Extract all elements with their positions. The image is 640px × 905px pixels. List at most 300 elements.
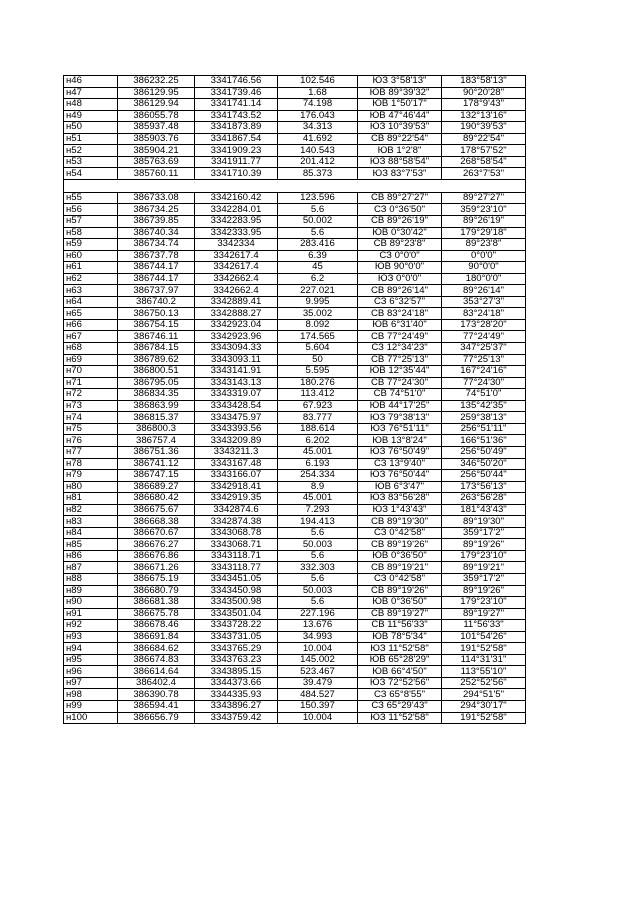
y-coordinate-cell: 3342284.01	[195, 204, 278, 216]
table-row	[64, 133, 526, 145]
distance-cell: 176.043	[278, 110, 358, 122]
y-coordinate-cell: 3343068.71	[195, 539, 278, 551]
distance-cell: 6.39	[278, 250, 358, 262]
rhumb-cell: СВ 83°24'18"	[358, 308, 442, 320]
point-id-cell: н97	[64, 677, 118, 689]
azimuth-cell: 190°39'53"	[442, 122, 526, 134]
point-id-cell: н88	[64, 573, 118, 585]
y-coordinate-cell: 3342874.6	[195, 504, 278, 516]
table-row	[64, 666, 526, 678]
azimuth-cell: 256°50'44"	[442, 470, 526, 482]
y-coordinate-cell: 3343143.13	[195, 377, 278, 389]
y-coordinate-cell: 3343093.11	[195, 354, 278, 366]
distance-cell: 194.413	[278, 516, 358, 528]
x-coordinate-cell: 386815.37	[118, 412, 195, 424]
table-row	[64, 76, 526, 88]
point-id-cell: н84	[64, 527, 118, 539]
x-coordinate-cell: 386751.36	[118, 446, 195, 458]
distance-cell: 6.2	[278, 273, 358, 285]
y-coordinate-cell: 3343211.3	[195, 446, 278, 458]
azimuth-cell: 83°24'18"	[442, 308, 526, 320]
distance-cell: 5.6	[278, 573, 358, 585]
point-id-cell: н55	[64, 192, 118, 204]
rhumb-cell: СВ 89°26'14"	[358, 285, 442, 297]
rhumb-cell: СЗ 12°34'23"	[358, 343, 442, 355]
azimuth-cell: 183°58'13"	[442, 76, 526, 88]
azimuth-cell: 0°0'0"	[442, 250, 526, 262]
azimuth-cell: 89°19'26"	[442, 539, 526, 551]
x-coordinate-cell: 386741.12	[118, 458, 195, 470]
azimuth-cell: 179°29'18"	[442, 227, 526, 239]
point-id-cell: н96	[64, 666, 118, 678]
x-coordinate-cell: 386390.78	[118, 689, 195, 701]
azimuth-cell: 181°43'43"	[442, 504, 526, 516]
y-coordinate-cell: 3341909.23	[195, 145, 278, 157]
table-row	[64, 377, 526, 389]
table-row	[64, 585, 526, 597]
azimuth-cell: 178°57'52"	[442, 145, 526, 157]
x-coordinate-cell: 386594.41	[118, 700, 195, 712]
point-id-cell: н72	[64, 389, 118, 401]
y-coordinate-cell: 3341741.14	[195, 99, 278, 111]
y-coordinate-cell: 3342888.27	[195, 308, 278, 320]
point-id-cell: н58	[64, 227, 118, 239]
point-id-cell: н92	[64, 620, 118, 632]
point-id-cell: н65	[64, 308, 118, 320]
rhumb-cell: ЮВ 66°4'50"	[358, 666, 442, 678]
table-row	[64, 562, 526, 574]
point-id-cell: н86	[64, 550, 118, 562]
distance-cell: 283.416	[278, 239, 358, 251]
azimuth-cell: 178°9'43"	[442, 99, 526, 111]
azimuth-cell: 268°58'54"	[442, 156, 526, 168]
point-id-cell: н81	[64, 493, 118, 505]
x-coordinate-cell: 386676.27	[118, 539, 195, 551]
distance-cell: 227.021	[278, 285, 358, 297]
y-coordinate-cell: 3343393.56	[195, 423, 278, 435]
azimuth-cell: 77°24'30"	[442, 377, 526, 389]
point-id-cell: н63	[64, 285, 118, 297]
x-coordinate-cell: 386232.25	[118, 76, 195, 88]
x-coordinate-cell: 386740.34	[118, 227, 195, 239]
x-coordinate-cell: 386675.19	[118, 573, 195, 585]
point-id-cell: н53	[64, 156, 118, 168]
rhumb-cell: ЮВ 13°8'24"	[358, 435, 442, 447]
table-row	[64, 516, 526, 528]
rhumb-cell: СВ 89°19'21"	[358, 562, 442, 574]
table-row	[64, 446, 526, 458]
x-coordinate-cell: 386129.95	[118, 87, 195, 99]
x-coordinate-cell: 386733.08	[118, 192, 195, 204]
y-coordinate-cell: 3341746.56	[195, 76, 278, 88]
azimuth-cell: 359°17'2"	[442, 573, 526, 585]
azimuth-cell: 89°23'8"	[442, 239, 526, 251]
y-coordinate-cell: 3342283.95	[195, 216, 278, 228]
table-row	[64, 216, 526, 228]
azimuth-cell: 259°38'13"	[442, 412, 526, 424]
table-row	[64, 689, 526, 701]
table-row	[64, 87, 526, 99]
x-coordinate-cell: 385904.21	[118, 145, 195, 157]
x-coordinate-cell: 386744.17	[118, 262, 195, 274]
rhumb-cell: ЮЗ 72°52'56"	[358, 677, 442, 689]
point-id-cell: н66	[64, 319, 118, 331]
table-row	[64, 366, 526, 378]
table-row	[64, 308, 526, 320]
table-row	[64, 458, 526, 470]
azimuth-cell: 263°56'28"	[442, 493, 526, 505]
distance-cell: 67.923	[278, 400, 358, 412]
y-coordinate-cell: 3343451.05	[195, 573, 278, 585]
x-coordinate-cell: 386681.38	[118, 597, 195, 609]
azimuth-cell: 114°31'31"	[442, 654, 526, 666]
x-coordinate-cell: 386757.4	[118, 435, 195, 447]
azimuth-cell: 89°22'54"	[442, 133, 526, 145]
azimuth-cell: 263°7'53"	[442, 168, 526, 180]
point-id-cell: н93	[64, 631, 118, 643]
rhumb-cell: ЮЗ 1°43'43"	[358, 504, 442, 516]
rhumb-cell: СВ 77°25'13"	[358, 354, 442, 366]
point-id-cell: н99	[64, 700, 118, 712]
azimuth-cell: 347°25'37"	[442, 343, 526, 355]
rhumb-cell: СВ 77°24'49"	[358, 331, 442, 343]
rhumb-cell: ЮЗ 76°50'44"	[358, 470, 442, 482]
point-id-cell: н78	[64, 458, 118, 470]
y-coordinate-cell: 3343475.97	[195, 412, 278, 424]
x-coordinate-cell: 386668.38	[118, 516, 195, 528]
x-coordinate-cell: 386684.62	[118, 643, 195, 655]
point-id-cell: н90	[64, 597, 118, 609]
distance-cell: 34.993	[278, 631, 358, 643]
point-id-cell: н61	[64, 262, 118, 274]
distance-cell: 8.092	[278, 319, 358, 331]
point-id-cell: н80	[64, 481, 118, 493]
y-coordinate-cell: 3343118.77	[195, 562, 278, 574]
point-id-cell: н46	[64, 76, 118, 88]
point-id-cell: н69	[64, 354, 118, 366]
rhumb-cell: СВ 77°24'30"	[358, 377, 442, 389]
rhumb-cell: СЗ 0°0'0"	[358, 250, 442, 262]
azimuth-cell: 252°52'56"	[442, 677, 526, 689]
distance-cell: 6.193	[278, 458, 358, 470]
point-id-cell: н59	[64, 239, 118, 251]
rhumb-cell: СВ 89°19'27"	[358, 608, 442, 620]
y-coordinate-cell: 3341873.89	[195, 122, 278, 134]
x-coordinate-cell: 386614.64	[118, 666, 195, 678]
y-coordinate-cell: 3343731.05	[195, 631, 278, 643]
x-coordinate-cell: 386863.99	[118, 400, 195, 412]
point-id-cell: н71	[64, 377, 118, 389]
distance-cell: 5.604	[278, 343, 358, 355]
distance-cell: 6.202	[278, 435, 358, 447]
table-row	[64, 608, 526, 620]
table-row	[64, 481, 526, 493]
table-row	[64, 550, 526, 562]
section-separator-cell	[64, 179, 526, 192]
table-row	[64, 654, 526, 666]
azimuth-cell: 89°26'19"	[442, 216, 526, 228]
table-row	[64, 504, 526, 516]
y-coordinate-cell: 3341739.46	[195, 87, 278, 99]
table-row	[64, 435, 526, 447]
table-row	[64, 250, 526, 262]
distance-cell: 13.676	[278, 620, 358, 632]
azimuth-cell: 256°50'49"	[442, 446, 526, 458]
azimuth-cell: 77°24'49"	[442, 331, 526, 343]
table-row	[64, 423, 526, 435]
azimuth-cell: 346°50'20"	[442, 458, 526, 470]
distance-cell: 74.198	[278, 99, 358, 111]
distance-cell: 9.995	[278, 296, 358, 308]
point-id-cell: н56	[64, 204, 118, 216]
table-row	[64, 470, 526, 482]
distance-cell: 201.412	[278, 156, 358, 168]
distance-cell: 50.002	[278, 216, 358, 228]
distance-cell: 50.003	[278, 585, 358, 597]
x-coordinate-cell: 386737.97	[118, 285, 195, 297]
azimuth-cell: 77°25'13"	[442, 354, 526, 366]
table-row	[64, 145, 526, 157]
coordinates-table-body	[64, 76, 526, 724]
distance-cell: 484.527	[278, 689, 358, 701]
distance-cell: 10.004	[278, 643, 358, 655]
y-coordinate-cell: 3341743.52	[195, 110, 278, 122]
x-coordinate-cell: 386834.35	[118, 389, 195, 401]
x-coordinate-cell: 385937.48	[118, 122, 195, 134]
distance-cell: 145.002	[278, 654, 358, 666]
rhumb-cell: СВ 89°22'54"	[358, 133, 442, 145]
y-coordinate-cell: 3343166.07	[195, 470, 278, 482]
point-id-cell: н79	[64, 470, 118, 482]
distance-cell: 140.543	[278, 145, 358, 157]
y-coordinate-cell: 3343450.98	[195, 585, 278, 597]
azimuth-cell: 89°27'27"	[442, 192, 526, 204]
x-coordinate-cell: 386734.25	[118, 204, 195, 216]
y-coordinate-cell: 3343094.33	[195, 343, 278, 355]
table-row	[64, 493, 526, 505]
rhumb-cell: ЮЗ 79°38'13"	[358, 412, 442, 424]
rhumb-cell: ЮЗ 83°56'28"	[358, 493, 442, 505]
azimuth-cell: 191°52'58"	[442, 712, 526, 724]
x-coordinate-cell: 386744.17	[118, 273, 195, 285]
point-id-cell: н54	[64, 168, 118, 180]
table-row	[64, 110, 526, 122]
rhumb-cell: ЮВ 1°2'8"	[358, 145, 442, 157]
point-id-cell: н52	[64, 145, 118, 157]
point-id-cell: н48	[64, 99, 118, 111]
rhumb-cell: СВ 89°23'8"	[358, 239, 442, 251]
y-coordinate-cell: 3343895.15	[195, 666, 278, 678]
table-row	[64, 597, 526, 609]
azimuth-cell: 89°19'30"	[442, 516, 526, 528]
rhumb-cell: ЮЗ 88°58'54"	[358, 156, 442, 168]
azimuth-cell: 89°26'14"	[442, 285, 526, 297]
x-coordinate-cell: 386689.27	[118, 481, 195, 493]
azimuth-cell: 191°52'58"	[442, 643, 526, 655]
point-id-cell: н49	[64, 110, 118, 122]
table-row	[64, 389, 526, 401]
y-coordinate-cell: 3343765.29	[195, 643, 278, 655]
point-id-cell: н85	[64, 539, 118, 551]
x-coordinate-cell: 386676.86	[118, 550, 195, 562]
distance-cell: 5.6	[278, 227, 358, 239]
rhumb-cell: ЮЗ 3°58'13"	[358, 76, 442, 88]
distance-cell: 5.6	[278, 550, 358, 562]
table-row	[64, 712, 526, 724]
azimuth-cell: 89°19'26"	[442, 585, 526, 597]
x-coordinate-cell: 386680.42	[118, 493, 195, 505]
distance-cell: 41.692	[278, 133, 358, 145]
azimuth-cell: 113°55'10"	[442, 666, 526, 678]
distance-cell: 8.9	[278, 481, 358, 493]
azimuth-cell: 359°23'10"	[442, 204, 526, 216]
rhumb-cell: ЮВ 0°36'50"	[358, 550, 442, 562]
azimuth-cell: 101°54'26"	[442, 631, 526, 643]
azimuth-cell: 89°19'27"	[442, 608, 526, 620]
rhumb-cell: ЮВ 65°28'29"	[358, 654, 442, 666]
table-row	[64, 239, 526, 251]
rhumb-cell: СВ 89°26'19"	[358, 216, 442, 228]
y-coordinate-cell: 3342617.4	[195, 262, 278, 274]
azimuth-cell: 294°51'5"	[442, 689, 526, 701]
y-coordinate-cell: 3342923.96	[195, 331, 278, 343]
x-coordinate-cell: 386671.26	[118, 562, 195, 574]
azimuth-cell: 173°56'13"	[442, 481, 526, 493]
distance-cell: 5.6	[278, 527, 358, 539]
distance-cell: 188.614	[278, 423, 358, 435]
point-id-cell: н74	[64, 412, 118, 424]
y-coordinate-cell: 3342918.41	[195, 481, 278, 493]
table-row	[64, 343, 526, 355]
y-coordinate-cell: 3342334	[195, 239, 278, 251]
point-id-cell: н70	[64, 366, 118, 378]
distance-cell: 180.276	[278, 377, 358, 389]
x-coordinate-cell: 386678.46	[118, 620, 195, 632]
distance-cell: 1.68	[278, 87, 358, 99]
distance-cell: 5.6	[278, 204, 358, 216]
point-id-cell: н98	[64, 689, 118, 701]
azimuth-cell: 180°0'0"	[442, 273, 526, 285]
x-coordinate-cell: 386789.62	[118, 354, 195, 366]
azimuth-cell: 74°51'0"	[442, 389, 526, 401]
point-id-cell: н62	[64, 273, 118, 285]
x-coordinate-cell: 386739.85	[118, 216, 195, 228]
rhumb-cell: ЮВ 44°17'25"	[358, 400, 442, 412]
y-coordinate-cell: 3343141.91	[195, 366, 278, 378]
table-row	[64, 700, 526, 712]
x-coordinate-cell: 386750.13	[118, 308, 195, 320]
x-coordinate-cell: 386675.78	[118, 608, 195, 620]
rhumb-cell: СЗ 0°42'58"	[358, 527, 442, 539]
table-row	[64, 273, 526, 285]
distance-cell: 39.479	[278, 677, 358, 689]
table-row	[64, 285, 526, 297]
azimuth-cell: 353°27'3"	[442, 296, 526, 308]
x-coordinate-cell: 386754.15	[118, 319, 195, 331]
point-id-cell: н77	[64, 446, 118, 458]
distance-cell: 150.397	[278, 700, 358, 712]
rhumb-cell: СЗ 6°32'57"	[358, 296, 442, 308]
y-coordinate-cell: 3342919.35	[195, 493, 278, 505]
y-coordinate-cell: 3343728.22	[195, 620, 278, 632]
x-coordinate-cell: 386740.2	[118, 296, 195, 308]
x-coordinate-cell: 385763.69	[118, 156, 195, 168]
y-coordinate-cell: 3342889.41	[195, 296, 278, 308]
rhumb-cell: СВ 89°19'26"	[358, 539, 442, 551]
distance-cell: 5.6	[278, 597, 358, 609]
rhumb-cell: СВ 89°19'30"	[358, 516, 442, 528]
azimuth-cell: 167°24'16"	[442, 366, 526, 378]
table-row	[64, 527, 526, 539]
rhumb-cell: СЗ 0°42'58"	[358, 573, 442, 585]
point-id-cell: н68	[64, 343, 118, 355]
table-row	[64, 227, 526, 239]
point-id-cell: н100	[64, 712, 118, 724]
rhumb-cell: ЮЗ 11°52'58"	[358, 712, 442, 724]
distance-cell: 254.334	[278, 470, 358, 482]
y-coordinate-cell: 3344373.66	[195, 677, 278, 689]
rhumb-cell: ЮВ 0°36'50"	[358, 597, 442, 609]
rhumb-cell: СВ 89°19'26"	[358, 585, 442, 597]
rhumb-cell: ЮЗ 11°52'58"	[358, 643, 442, 655]
rhumb-cell: ЮВ 6°31'40"	[358, 319, 442, 331]
point-id-cell: н64	[64, 296, 118, 308]
distance-cell: 7.293	[278, 504, 358, 516]
y-coordinate-cell: 3343068.78	[195, 527, 278, 539]
x-coordinate-cell: 386784.15	[118, 343, 195, 355]
rhumb-cell: ЮВ 6°3'47"	[358, 481, 442, 493]
rhumb-cell: ЮЗ 0°0'0"	[358, 273, 442, 285]
table-row	[64, 539, 526, 551]
point-id-cell: н73	[64, 400, 118, 412]
table-row	[64, 677, 526, 689]
y-coordinate-cell: 3343896.27	[195, 700, 278, 712]
table-row	[64, 192, 526, 204]
x-coordinate-cell: 386800.3	[118, 423, 195, 435]
x-coordinate-cell: 386675.67	[118, 504, 195, 516]
distance-cell: 102.546	[278, 76, 358, 88]
table-row	[64, 319, 526, 331]
point-id-cell: н50	[64, 122, 118, 134]
point-id-cell: н95	[64, 654, 118, 666]
rhumb-cell: ЮЗ 76°51'11"	[358, 423, 442, 435]
rhumb-cell: СВ 89°27'27"	[358, 192, 442, 204]
rhumb-cell: ЮВ 0°30'42"	[358, 227, 442, 239]
x-coordinate-cell: 386680.79	[118, 585, 195, 597]
distance-cell: 34.313	[278, 122, 358, 134]
distance-cell: 50.003	[278, 539, 358, 551]
table-row	[64, 643, 526, 655]
distance-cell: 50	[278, 354, 358, 366]
section-separator-row	[64, 179, 526, 192]
rhumb-cell: ЮЗ 83°7'53"	[358, 168, 442, 180]
point-id-cell: н89	[64, 585, 118, 597]
y-coordinate-cell: 3341911.77	[195, 156, 278, 168]
coordinates-table	[63, 75, 526, 724]
y-coordinate-cell: 3342923.04	[195, 319, 278, 331]
table-row	[64, 412, 526, 424]
x-coordinate-cell: 386734.74	[118, 239, 195, 251]
y-coordinate-cell: 3342333.95	[195, 227, 278, 239]
point-id-cell: н60	[64, 250, 118, 262]
distance-cell: 5.595	[278, 366, 358, 378]
table-row	[64, 573, 526, 585]
y-coordinate-cell: 3343167.48	[195, 458, 278, 470]
rhumb-cell: СВ 74°51'0"	[358, 389, 442, 401]
y-coordinate-cell: 3344335.93	[195, 689, 278, 701]
distance-cell: 10.004	[278, 712, 358, 724]
x-coordinate-cell: 386674.83	[118, 654, 195, 666]
